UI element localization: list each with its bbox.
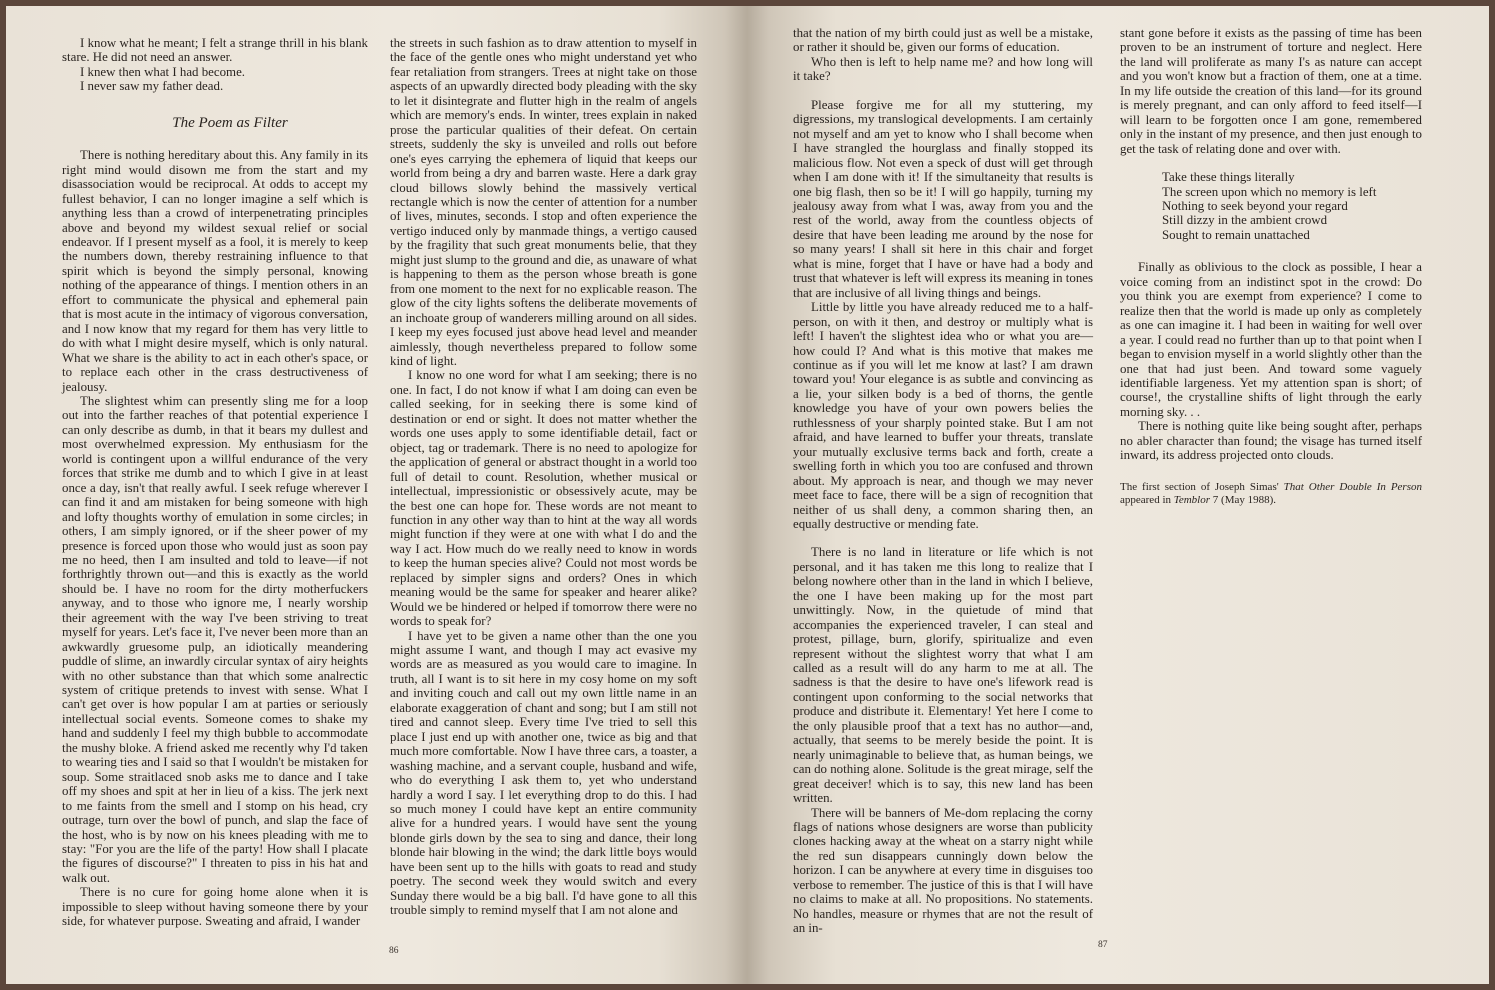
paragraph: Finally as oblivious to the clock as possible, I hear a voice coming from an indistinct spot in the crowd: Do you think you are exempt from experience? I come to realize then that the world is made up only as completely as one can imagine it. I had been in waiting for well over a year. I could read no further than up to that point when I began to envision myself in a world slightly other than the one that had just been. And toward some vaguely identifiable largeness. Yet my attention span is short; of course!, the crystalline shifts of light through the early morning sky. . . xyxy=(1120,260,1422,419)
paragraph: Please forgive me for all my stuttering, my digressions, my translogical developments. I am certainly not myself and am yet to know who I shall become when I have strangled the hourglass and finally stopped its malicious flow. Not even a speck of dust will get through when I am done with it! If the simultaneity that results is one big flash, then so be it! I will go happily, turning my jealousy away from what I was, away from you and the rest of the world, away from the countless objects of desire that have been leading me around by the nose for so many years! I shall sit here in this chair and forget what is mine, forget that I have or have had a body and trust that whatever is left will express its meaning in tones that are inclusive of all living things and beings. xyxy=(793,97,1094,300)
opening-line: I never saw my father dead. xyxy=(80,79,224,94)
paragraph: There will be banners of Me-dom replacing the corny flags of nations whose designers are worse than publicity clones hacking away at the wheat on a starry night while the red sun disappears cunningly down below the horizon. I can be anywhere at every time in disguises too verbose to remember. The justice of this is that I will have no claims to make at all. No propositions. No statements. No handles, measure or rhymes that are not the result of an in- xyxy=(793,805,1093,936)
paragraph: that the nation of my birth could just as well be a mistake, or rather it should be, given our forms of education. xyxy=(793,26,1093,55)
page-number: 86 xyxy=(389,946,399,956)
verse-line: Take these things literally xyxy=(1162,170,1295,185)
page-number: 87 xyxy=(1098,940,1108,950)
paragraph: stant gone before it exists as the passing of time has been proven to be an instrument of torture and neglect. Here the land will proliferate as many I's as nature can accept and you won't know but a fraction of them, one at a time. In my life outside the creation of this land—for its ground is merely pregnant, and can only afford to feed itself—I will learn to be forgotten once I am gone, remembered only in the instant of my presence, and then just enough to get the task of relating done and over with. xyxy=(1120,26,1422,156)
paragraph: the streets in such fashion as to draw attention to myself in the face of the gentle ones who might understand yet who fear retaliation from strangers. Trees at night take on those aspects of an upwardly directed body pleading with the sky to let it disintegrate and flutter high in the realm of angels which are memory's ends. In winter, trees explain in naked prose the particular qualities of their defeat. On certain streets, suddenly the sky is unveiled and rolls out before one's eyes carrying the ephemera of liquid that keeps our world from being a dry and barren waste. Here a dark gray cloud billows slowly behind the massively vertical rectangle which is now the center of attention for a number of lives, minutes, seconds. I stop and often experience the vertigo induced only by manmade things, a vertigo caused by the fragility that such great monuments belie, that they might just slump to the ground and die, as unaware of what is happening to them as the person whose breath is gone from one moment to the next for no explicable reason. The glow of the city lights softens the deliberate movements of an inchoate group of wanderers milling around on all sides. I keep my eyes focused just above head level and meander aimlessly, though nevertheless prepared to follow some kind of light. xyxy=(390,36,697,368)
paragraph: There is nothing quite like being sought after, perhaps no abler character than found; the visage has turned itself inward, its address projected onto clouds. xyxy=(1120,419,1422,463)
paragraph: I know no one word for what I am seeking; there is no one. In fact, I do not know if what I am doing can even be called seeking, for in seeking there is some kind of destination or end or sight. It does not matter whether the words one uses apply to some identifiable detail, fact or object, tag or trademark. There is no need to apologize for the application of general or abstract thought in a world too full of detail to count. Resolution, whether musical or intellectual, impressionistic or obsessively acute, may be the best one can hope for. These words are not meant to function in any other way than to hint at the way all words might function if they were at one with what I do and the way I act. How much do we really need to know in words to keep the human species alive? Could not most words be replaced by simpler signs and orders? Ones in which meaning would be the same for speaker and hearer alike? Would we be hindered or helped if tomorrow there were no words to speak for? xyxy=(390,368,697,629)
section-title: The Poem as Filter xyxy=(172,114,288,131)
right-column-1 xyxy=(793,26,1094,936)
paragraph: There is no cure for going home alone when it is impossible to sleep without having someone there by your side, for whatever purpose. Sweating and afraid, I wander xyxy=(62,885,368,929)
opening-line: I knew then what I had become. xyxy=(80,64,246,79)
paragraph: The slightest whim can presently sling me for a loop out into the farther reaches of that potential experience I can only describe as dumb, in that it bears my dullest and most overwhelmed expression. My enthusiasm for the world is contingent upon a willful endurance of the very forces that strike me dumb and to which I give in at least once a day, isn't that really awful. I seek refuge wherever I can find it and am mistaken for being someone with high and lofty thoughts worthy of emulation in some circles; in others, I am simply ignored, or if the sheer power of my presence is forced upon those who would just as soon pay me no heed, then I am insulted and told to leave—if not forthrightly thrown out—and this is exactly as the world should be. I have no room for the dirty motherfuckers anyway, and to those who ignore me, I nearly worship their agreement with the way I've been striving to treat myself for years. Let's face it, I've never been more than an awkwardly gruesome pulp, an idiotically meandering puddle of slime, an inwardly circular syntax of airy heights with no other substance than that which some analrectic system of critique pretends to invest with sense. What I can't get over is how popular I am at parties or seriously intellectual social events. Someone comes to shake my hand and suddenly I feel my thigh bubble to accommodate the mushy bloke. A friend asked me recently why I'd taken to wearing ties and I said so that I wouldn't be mistaken for soup. Some straitlaced snob asks me to dance and I take off my shoes and spit at her in lieu of a kiss. The jerk next to me faints from the smell and I stomp on his head, cry outrage, turn over the bowl of punch, and slap the face of the host, who is by now on his knees pleading with me to stay: "For you are the life of the party! How shall I placate the figures of discourse?" I threaten to piss in his hat and walk out. xyxy=(62,393,368,885)
right-column-2 xyxy=(1120,26,1422,906)
right-page xyxy=(747,6,1489,984)
verse-line: Still dizzy in the ambient crowd xyxy=(1162,213,1328,228)
left-column-2 xyxy=(390,36,697,926)
verse-line: Sought to remain unattached xyxy=(1162,227,1310,242)
paragraph: I have yet to be given a name other than the one you might assume I want, and though I may act evasive my words are as measured as you would care to imagine. In truth, all I want is to sit here in my cosy home on my soft and inviting couch and call out my own little name in an elaborate exaggeration of chant and song; but I am still not tired and cannot sleep. Every time I've tried to sell this place I just end up with another one, twice as big and that much more comfortable. Now I have three cars, a toaster, a washing machine, and a servant couple, husband and wife, who do everything I ask them to, yet who understand hardly a word I say. I let everything drop to do this. I had so much money I could have kept an entire community alive for a hundred years. I would have sent the young blonde girls down by the sea to sing and dance, their long blonde hair blowing in the wind; the dark little boys would have been sent up to the hills with goats to read and study poetry. The second week they would switch and every Sunday there would be a big ball. I'd have gone to all this trouble simply to remind myself that I am not alone and xyxy=(390,628,697,918)
paragraph: There is no land in literature or life which is not personal, and it has taken me this long to realize that I belong nowhere other than in the land in which I believe, the one I have been making up for the most part unwittingly. Now, in the quietude of mind that accompanies the experienced traveler, I can steal and protest, pillage, burn, glorify, spiritualize and even represent without the slightest worry that what I am called as a result will do any harm to me at all. The sadness is that the desire to have one's lifework read is contingent upon conforming to the social networks that produce and distribute it. Elementary! Yet here I come to the only plausible proof that a text has no author—and, actually, that seems to be merely beside the point. It is nearly unimaginable to believe that, as human beings, we can do nothing alone. Solitude is the great mirage, self the great deceiver! which is to say, this new land has been written. xyxy=(793,545,1093,806)
paragraph: There is nothing hereditary about this. Any family in its right mind would disown me from the start and my disassociation would be reciprocal. At odds to accept my fullest behavior, I can no longer imagine a self which is anything less than a crowd of interpenetrating principles above and beyond my wildest sexual relief or social endeavor. If I present myself as a fool, it is merely to keep the numbers down, thereby restraining influence to that spirit which is beyond the simply personal, knowing nothing of the appearance of things. I mention others in an effort to communicate the physical and ephemeral pain that is most acute in the intimacy of vigorous conversation, and I now know that my regard for them has very little to do with what I might desire myself, which is only natural. What we share is the ability to act in each other's space, or to replace each other in the crass destructiveness of jealousy. xyxy=(62,148,368,394)
publication-note: The first section of Joseph Simas' That Other Double In Person appeared in Temblor 7 (May 1988). xyxy=(1120,480,1422,507)
verse-line: Nothing to seek beyond your regard xyxy=(1162,198,1348,213)
left-column-1 xyxy=(62,36,368,929)
paragraph: Who then is left to help name me? and how long will it take? xyxy=(793,54,1093,84)
opening-line: I know what he meant; I felt a strange thrill in his blank stare. He did not need an answer. xyxy=(62,36,368,65)
left-page xyxy=(6,6,747,984)
verse-block xyxy=(1162,170,1422,242)
verse-line: The screen upon which no memory is left xyxy=(1162,184,1377,199)
paragraph: Little by little you have already reduced me to a half-person, on with it then, and destroy or multiply what is left! I haven't the slightest idea who or what you are—how could I? And what is this motive that makes me continue as if you will let me know at last? I am drawn toward you! Your elegance is as subtle and convincing as a lie, your silken body is a bed of thorns, the gentle knowledge you have of your own powers belies the ruthlessness of your sharply pointed stake. But I am not afraid, and have learned to buffer your threats, translate your mutually exclusive terms back and forth, create a swelling forth in which you too are confused and thrown about. My approach is near, and though we may never meet face to face, there will be a sign of recognition that neither of us shall deny, a common sharing then, an equally destructive or mending fate. xyxy=(793,300,1093,531)
